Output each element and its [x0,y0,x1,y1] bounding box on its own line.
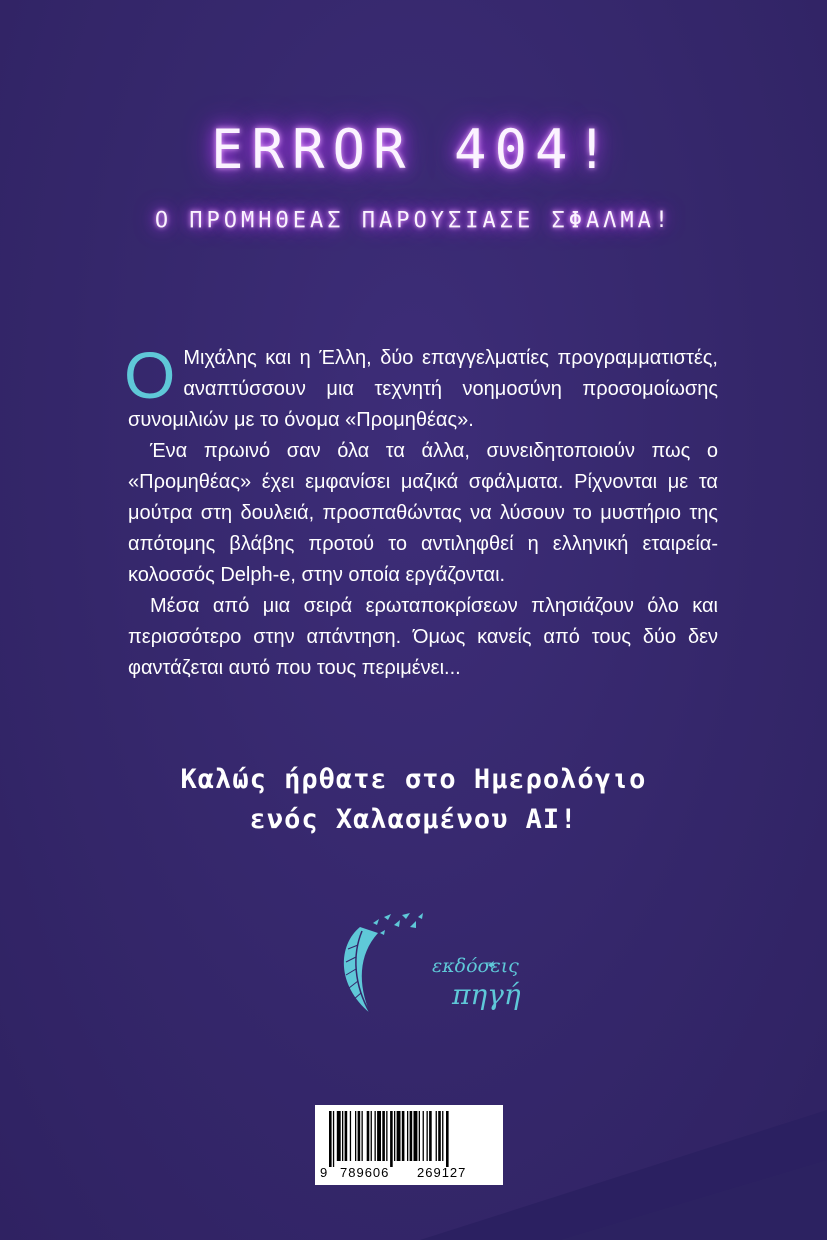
barcode-bar [410,1111,413,1161]
barcode-bar [329,1111,332,1167]
barcode-bar [342,1111,343,1161]
tagline [0,760,827,840]
barcode-bar [427,1111,428,1161]
blurb-paragraph-3: Μέσα από μια σειρά ερωταποκρίσεων πλησιάζουν όλο και περισσότερο στην απάντηση. Όμως κανείς από τους δύο δεν φαντάζεται αυτό που τους περιμένει... [128,595,718,679]
isbn-prefix: 9 [320,1165,328,1180]
barcode-bar [402,1111,405,1161]
barcode-bar [355,1111,356,1161]
book-title: ERROR 404! [210,118,617,181]
barcode-bar [446,1111,449,1167]
tagline-line-1: Καλώς ήρθατε στο Ημερολόγιο [180,764,647,795]
publisher-name-line-1: εκδόσεις [432,955,519,977]
isbn-barcode [315,1105,503,1185]
barcode-bar [375,1111,376,1161]
barcode-bar [371,1111,372,1161]
barcode-bar [438,1111,441,1161]
barcode-bar [442,1111,443,1161]
publisher-name-line-2: πηγή [452,978,521,1011]
barcode-bar [414,1111,418,1161]
barcode-bar [407,1111,408,1161]
blurb [124,338,718,684]
blurb-paragraph-1 [124,338,718,436]
barcode-bar [337,1111,341,1161]
barcode-bar [423,1111,424,1161]
barcode-bar [377,1111,381,1161]
barcode-bar [350,1111,351,1161]
barcode-bar [394,1111,395,1161]
barcode-bar [397,1111,401,1161]
barcode-bar [390,1111,393,1167]
barcode-bar [386,1111,387,1161]
drop-cap: Ο [124,338,176,412]
barcode-bar [358,1111,361,1161]
blurb-paragraph-1-text: Μιχάλης και η Έλλη, δύο επαγγελματίες προγραμματιστές, αναπτύσσουν μια τεχνητή νοημοσύνη προσομοίωσης συνομιλιών με το όνομα «Προμηθέας». [128,347,718,431]
book-subtitle: Ο ΠΡΟΜΗΘΕΑΣ ΠΑΡΟΥΣΙΑΣΕ ΣΦΑΛΜΑ! [154,208,673,233]
barcode-bar [367,1111,370,1161]
isbn-left-group: 789606 [340,1165,390,1180]
barcode-bar [382,1111,385,1161]
barcode-bar [429,1111,432,1161]
isbn-right-group: 269127 [417,1165,467,1180]
tagline-line-2: ενός Χαλασμένου AI! [249,804,578,835]
barcode-bar [419,1111,420,1161]
barcode-bar [345,1111,348,1161]
barcode-bar [333,1111,334,1167]
blurb-paragraph-2: Ένα πρωινό σαν όλα τα άλλα, συνειδητοποιούν πως ο «Προμηθέας» έχει εμφανίσει μαζικά σφάλματα. Ρίχνονται με τα μούτρα στη δουλειά, προσπαθώντας να λύσουν το μυστήριο της απότομης βλάβης προτού το αντιληφθεί η ελληνική εταιρεία-κολοσσός Delph-e, στην οποία εργάζονται. [128,440,718,586]
barcode-bar [436,1111,437,1161]
barcode-bar [362,1111,363,1161]
barcode-bars [315,1105,503,1167]
